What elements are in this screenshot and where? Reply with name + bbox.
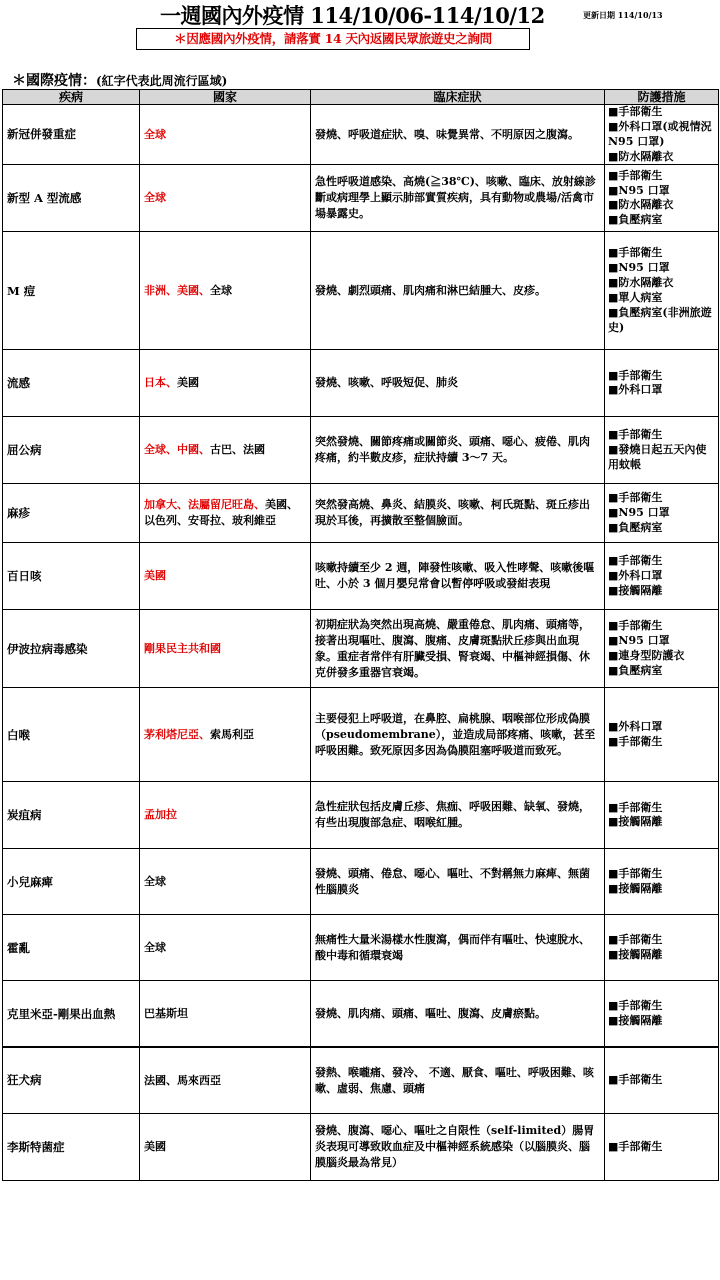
symptoms-cell: 發燒、腹瀉、噁心、嘔吐之自限性（self-limited）腸胃炎表現可導致敗血症及中樞神經系統感染（以腦膜炎、腦膜腦炎最為常見） [311, 1114, 605, 1181]
country-cell [140, 232, 311, 350]
symptoms-cell: 發燒、頭痛、倦怠、噁心、嘔吐、不對稱無力麻痺、無菌性腦膜炎 [311, 849, 605, 915]
country-epidemic: 茅利塔尼亞、 [144, 727, 210, 741]
measure-item: ■防水隔離衣 [608, 149, 674, 163]
country-other: 古巴、法國 [210, 443, 265, 457]
symptoms-cell: 發燒、肌肉痛、頭痛、嘔吐、腹瀉、皮膚瘀點。 [311, 981, 605, 1047]
header-disease: 疾病 [3, 90, 140, 105]
symptoms-cell: 初期症狀為突然出現高燒、嚴重倦怠、肌肉痛、頭痛等，接著出現嘔吐、腹瀉、腹痛、皮膚斑點狀丘疹與出血現象。重症者常伴有肝臟受損、腎衰竭、中樞神經損傷、休克併發多重器官衰竭。 [311, 610, 605, 688]
symptoms-cell: 突然發燒、關節疼痛或關節炎、頭痛、噁心、疲倦、肌肉疼痛，約半數皮疹，症狀持續 3～7 天。 [311, 417, 605, 484]
disease-cell: 克里米亞-剛果出血熱 [3, 981, 140, 1047]
measures-cell [605, 1114, 719, 1181]
measures-cell [605, 484, 719, 543]
travel-history-notice: ＊因應國內外疫情，請落實 14 天內返國民眾旅遊史之詢問 [136, 28, 530, 50]
section-note: (紅字代表此周流行區域) [96, 74, 228, 88]
table-row [3, 105, 719, 165]
page-title: 一週國內外疫情 114/10/06-114/10/12 [160, 3, 545, 28]
epidemic-table [2, 89, 719, 1047]
country-cell: 全球 [140, 915, 311, 981]
country-epidemic: 日本、 [144, 376, 177, 390]
measure-item: ■手部衛生 [608, 554, 663, 568]
symptoms-cell: 急性症狀包括皮膚丘疹、焦痂、呼吸困難、缺氧、發燒，有些出現腹部急症、咽喉紅腫。 [311, 782, 605, 849]
header-symptoms: 臨床症狀 [311, 90, 605, 105]
country-cell: 全球 [140, 849, 311, 915]
header-measures: 防護措施 [605, 90, 719, 105]
table-body-extra [3, 1048, 719, 1181]
measure-item: ■N95 口罩 [608, 505, 670, 519]
measure-item: ■接觸隔離 [608, 881, 663, 895]
country-epidemic: 加拿大、法屬留尼旺島、 [144, 498, 265, 512]
disease-cell: 伊波拉病毒感染 [3, 610, 140, 688]
table-row [3, 849, 719, 915]
table-body [3, 105, 719, 1047]
measure-item: ■接觸隔離 [608, 947, 663, 961]
measure-item: ■接觸隔離 [608, 583, 663, 597]
table-header-row [3, 90, 719, 105]
disease-cell: 新冠併發重症 [3, 105, 140, 165]
measure-item: ■外科口罩(或視情況 N95 口罩) [608, 119, 712, 148]
country-other: 全球 [210, 283, 232, 297]
measure-item: ■手部衛生 [608, 734, 663, 748]
measures-cell [605, 1048, 719, 1114]
measure-item: ■N95 口罩 [608, 261, 670, 275]
measure-item: ■防水隔離衣 [608, 198, 674, 212]
measure-item: ■外科口罩 [608, 383, 663, 397]
measure-item: ■手部衛生 [608, 867, 663, 881]
measure-item: ■連身型防護衣 [608, 648, 685, 662]
measure-item: ■手部衛生 [608, 105, 663, 118]
disease-cell: 屈公病 [3, 417, 140, 484]
measures-cell [605, 232, 719, 350]
table-row [3, 165, 719, 232]
measures-cell [605, 543, 719, 610]
measure-item: ■手部衛生 [608, 1073, 663, 1087]
table-row [3, 232, 719, 350]
measure-item: ■外科口罩 [608, 568, 663, 582]
section-title [12, 70, 227, 90]
symptoms-cell: 急性呼吸道感染、高燒(≧38℃)、咳嗽、臨床、放射線診斷或病理學上顯示肺部實質疾病，具有動物或農場/活禽市場暴露史。 [311, 165, 605, 232]
table-row [3, 610, 719, 688]
country-cell: 法國、馬來西亞 [140, 1048, 311, 1114]
measure-item: ■手部衛生 [608, 246, 663, 260]
measure-item: ■負壓病室 [608, 520, 663, 534]
table-row [3, 915, 719, 981]
measure-item: ■手部衛生 [608, 800, 663, 814]
measures-cell [605, 417, 719, 484]
measures-cell [605, 849, 719, 915]
table-row [3, 1114, 719, 1181]
disease-cell: 李斯特菌症 [3, 1114, 140, 1181]
measures-cell [605, 105, 719, 165]
symptoms-cell: 無痛性大量米湯樣水性腹瀉，偶而伴有嘔吐、快速脫水、酸中毒和循環衰竭 [311, 915, 605, 981]
country-cell: 美國 [140, 1114, 311, 1181]
measure-item: ■防水隔離衣 [608, 276, 674, 290]
table-row [3, 484, 719, 543]
disease-cell: 麻疹 [3, 484, 140, 543]
symptoms-cell: 發燒、呼吸道症狀、嗅、味覺異常、不明原因之腹瀉。 [311, 105, 605, 165]
table-row [3, 688, 719, 782]
country-cell: 全球 [140, 165, 311, 232]
symptoms-cell: 發燒、咳嗽、呼吸短促、肺炎 [311, 350, 605, 417]
table-row [3, 350, 719, 417]
country-other: 美國 [177, 376, 199, 390]
symptoms-cell: 主要侵犯上呼吸道，在鼻腔、扁桃腺、咽喉部位形成偽膜（pseudomembrane），並造成局部疼痛、咳嗽，甚至呼吸困難。致死原因多因為偽膜阻塞呼吸道而致死。 [311, 688, 605, 782]
table-row [3, 981, 719, 1047]
measure-item: ■手部衛生 [608, 491, 663, 505]
disease-cell: 新型 A 型流感 [3, 165, 140, 232]
country-cell [140, 350, 311, 417]
country-epidemic: 非洲、美國、 [144, 283, 210, 297]
measure-item: ■N95 口罩 [608, 183, 670, 197]
country-cell: 孟加拉 [140, 782, 311, 849]
measure-item: ■手部衛生 [608, 428, 663, 442]
country-cell [140, 417, 311, 484]
measure-item: ■負壓病室 [608, 663, 663, 677]
country-epidemic: 全球、中國、 [144, 443, 210, 457]
header-country: 國家 [140, 90, 311, 105]
symptoms-cell: 突然發高燒、鼻炎、結膜炎、咳嗽、柯氏斑點、斑丘疹出現於耳後，再擴散至整個臉面。 [311, 484, 605, 543]
section-title-text: ＊國際疫情： [12, 73, 96, 89]
disease-cell: 狂犬病 [3, 1048, 140, 1114]
country-other: 索馬利亞 [210, 727, 254, 741]
table-row [3, 1048, 719, 1114]
table-row [3, 543, 719, 610]
measures-cell [605, 688, 719, 782]
disease-cell: 小兒麻痺 [3, 849, 140, 915]
epidemic-table-extra [2, 1047, 719, 1181]
measure-item: ■手部衛生 [608, 368, 663, 382]
measure-item: ■外科口罩 [608, 720, 663, 734]
measure-item: ■負壓病室(非洲旅遊史) [608, 305, 712, 334]
measure-item: ■手部衛生 [608, 619, 663, 633]
measure-item: ■手部衛生 [608, 999, 663, 1013]
table-row [3, 782, 719, 849]
country-cell: 巴基斯坦 [140, 981, 311, 1047]
disease-cell: 炭疽病 [3, 782, 140, 849]
country-cell: 剛果民主共和國 [140, 610, 311, 688]
symptoms-cell: 發燒、劇烈頭痛、肌肉痛和淋巴結腫大、皮疹。 [311, 232, 605, 350]
measure-item: ■接觸隔離 [608, 815, 663, 829]
disease-cell: 霍亂 [3, 915, 140, 981]
country-cell [140, 484, 311, 543]
measures-cell [605, 981, 719, 1047]
measure-item: ■接觸隔離 [608, 1013, 663, 1027]
measure-item: ■單人病室 [608, 290, 663, 304]
measures-cell [605, 610, 719, 688]
measures-cell [605, 782, 719, 849]
disease-cell: 流感 [3, 350, 140, 417]
measures-cell [605, 915, 719, 981]
disease-cell: M 痘 [3, 232, 140, 350]
measure-item: ■手部衛生 [608, 168, 663, 182]
country-cell: 全球 [140, 105, 311, 165]
symptoms-cell: 咳嗽持續至少 2 週，陣發性咳嗽、吸入性哮聲、咳嗽後嘔吐、小於 3 個月嬰兒常會以暫停呼吸或發紺表現 [311, 543, 605, 610]
measure-item: ■發燒日起五天內使用蚊帳 [608, 442, 707, 471]
update-date: 更新日期 114/10/13 [583, 10, 663, 20]
measure-item: ■手部衛生 [608, 1139, 663, 1153]
measure-item: ■N95 口罩 [608, 634, 670, 648]
country-cell: 美國 [140, 543, 311, 610]
table-row [3, 417, 719, 484]
disease-cell: 百日咳 [3, 543, 140, 610]
country-cell [140, 688, 311, 782]
measure-item: ■手部衛生 [608, 933, 663, 947]
measures-cell [605, 350, 719, 417]
symptoms-cell: 發熱、喉嚨痛、發冷、 不適、厭食、嘔吐、呼吸困難、咳嗽、虛弱、焦慮、頭痛 [311, 1048, 605, 1114]
country-other: 美國、以色列、安哥拉、玻利維亞 [144, 498, 298, 528]
measure-item: ■負壓病室 [608, 213, 663, 227]
disease-cell: 白喉 [3, 688, 140, 782]
measures-cell [605, 165, 719, 232]
